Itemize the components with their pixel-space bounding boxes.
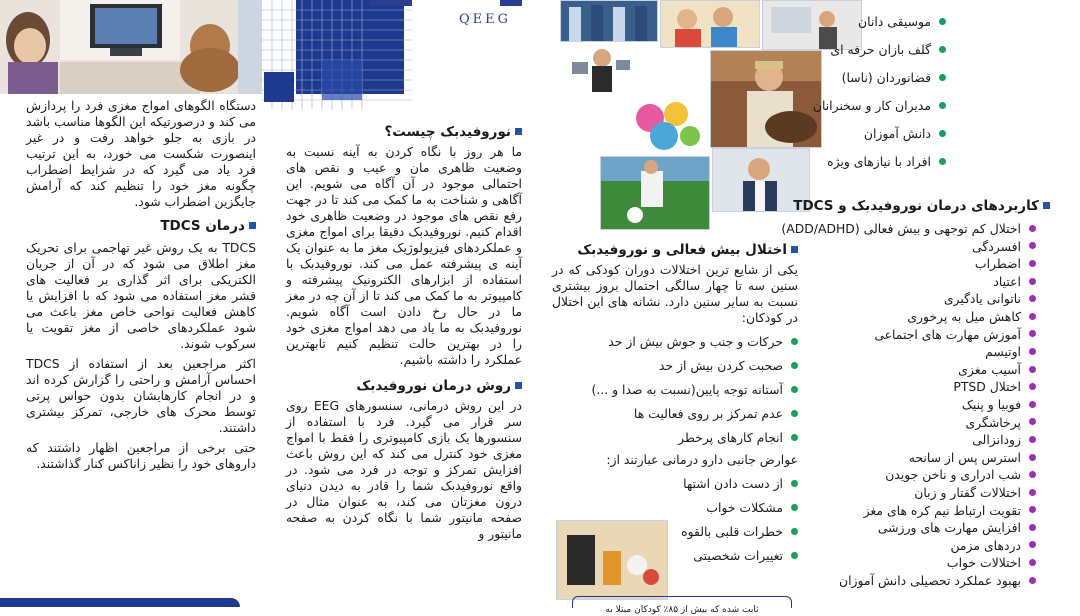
bullet-icon [1029, 330, 1036, 337]
adhd-heading-text: اختلال بیش فعالی و نوروفیدبک [577, 242, 787, 258]
symptom-item [552, 354, 798, 378]
application-item-label: افسردگی [972, 238, 1021, 254]
application-item-label: اختلال کم توجهی و بیش فعالی (ADD/ADHD) [781, 221, 1021, 236]
application-item-label: اختلالات خواب [946, 555, 1021, 571]
bullet-icon [1029, 454, 1036, 461]
column-left [26, 98, 256, 472]
brand-latin: QEEG [458, 12, 512, 27]
header-brand [455, 8, 515, 27]
application-item-label: ناتوانی یادگیری [943, 291, 1021, 307]
tdcs-heading [26, 218, 256, 234]
symptom-item [552, 330, 798, 354]
adhd-paragraph: یکی از شایع ترین اختلالات دوران کودکی که در سنین سه تا چهار سالگی احتمال بروز بیشتری نسبت به سایر سنین دارد. نشانه های این اختلال در کودکان: [552, 262, 798, 325]
collage-photo-athletes [560, 0, 658, 42]
adhd-heading [552, 242, 798, 258]
application-item-label: اختلال PTSD [953, 379, 1021, 395]
bullet-icon [939, 74, 946, 81]
method-paragraph: در این روش درمانی، سنسورهای EEG روی سر قرار می گیرد. فرد با استفاده از سنسورها یک بازی کامپیوتری را فقط با امواج مغزی خود کنترل می کند که این روش باعث افزایش تمرکز و توجه در فرد می شود. در واقع نوروفیدبک شما را قادر به دیدن دنیای درون مغزتان می کند، به عنوان مثال در صفحه مانیتور شما با نگاه کردن به صفحه مانیتور و [286, 398, 522, 541]
application-item-label: تقویت ارتباط نیم کره های مغز [863, 502, 1021, 518]
application-item [804, 537, 1036, 555]
audience-item [804, 120, 946, 148]
nf-heading [286, 124, 522, 140]
bullet-icon [1029, 471, 1036, 478]
application-item-label: دردهای مزمن [950, 537, 1021, 553]
method-heading [286, 378, 522, 394]
bottom-left-shape [0, 598, 240, 607]
medication-photo [556, 520, 668, 600]
application-item-label: اعتیاد [993, 273, 1021, 289]
application-item-label: زودانزالی [972, 432, 1021, 448]
audience-item-label: موسیقی دانان [858, 14, 931, 29]
application-item [804, 396, 1036, 414]
bullet-icon [1029, 295, 1036, 302]
tdcs-paragraph-3: حتی برخی از مراجعین اظهار داشتند که داروهای خود را نظیر زاناکس کنار گذاشتند. [26, 440, 256, 471]
column-middle [286, 124, 522, 542]
symptom-item [552, 378, 798, 402]
symptom-list [552, 330, 798, 450]
audience-item [804, 92, 946, 120]
bullet-icon [1029, 489, 1036, 496]
application-item-label: اضطراب [974, 256, 1021, 272]
bullet-icon [1029, 418, 1036, 425]
application-item-label: بهبود عملکرد تحصیلی دانش آموزان [839, 572, 1021, 588]
header-brand-mark [500, 0, 522, 6]
bullet-icon [939, 130, 946, 137]
bullet-icon [1029, 541, 1036, 548]
audience-item-label: گلف بازان حرفه ای [830, 42, 931, 57]
application-item-label: استرس پس از سانحه [908, 449, 1021, 465]
bullet-icon [791, 504, 798, 511]
application-item [804, 343, 1036, 361]
application-item [804, 449, 1036, 467]
nf-paragraph: ما هر روز با نگاه کردن به آینه نسبت به وضعیت ظاهری مان و عیب و نقص های احتمالی موجود در آن آگاه می شویم. این آگاهی و شناخت به ما کمک می کند تا در جهت رفع نقص های موجود در وضعیت ظاهری خود اقدام کنیم. نوروفیدبک دقیقا برای امواج مغزی و عملکردهای فیزیولوژیک مغز ما به عنوان یک آینه ی پیشرفته عمل می کند. نوروفیدبک با استفاده از ابزارهای الکترونیک پیشرفته و کامپیوتر به ما کمک می کند تا از آن چه در مغز ما در حال رخ دادن است آگاه شویم. نوروفیدبک به ما یاد می دهد امواج مغزی خود را در بهترین حالت تنظیم کنیم تابهترین عملکرد را داشته باشیم. [285, 144, 522, 367]
intro-paragraph: دستگاه الگوهای امواج مغزی فرد را پردازش می کند و درصورتیکه این الگوها مناسب باشد در بازی به جلو خواهد رفت و در غیر اینصورت شکست می خورد، به این ترتیب فرد یاد می گیرد که در شرایط اضطراب چگونه مغز خود را تنظیم کند که آرامش جایگزین اضطراب شود. [26, 98, 256, 209]
side-effect-item-label: از دست دادن اشتها [683, 476, 783, 491]
application-item [804, 326, 1036, 344]
application-item [804, 502, 1036, 520]
method-heading-text: روش درمان نوروفیدبک [356, 378, 511, 394]
application-item [804, 255, 1036, 273]
collage-photo-children [628, 96, 704, 154]
symptom-item [552, 426, 798, 450]
collage-photo-kids [660, 0, 760, 48]
bullet-icon [791, 338, 798, 345]
apps-heading [793, 198, 1050, 214]
application-item-label: شب ادراری و ناخن جویدن [885, 467, 1021, 483]
bullet-icon [1029, 348, 1036, 355]
side-effect-item-label: خطرات قلبی بالقوه [681, 524, 783, 539]
audience-item-label: دانش آموزان [863, 126, 931, 141]
bullet-icon [1029, 436, 1036, 443]
audience-item-label: مدیران کار و سخنرانان [812, 98, 931, 113]
tdcs-paragraph-1: TDCS به یک روش غیر تهاجمی برای تحریک مغز اطلاق می شود که در آن از جریان الکتریکی برای اثر گذاری بر فعالیت های قشر مغز استفاده می شود که با افزایش یا کاهش فعالیت نواحی خاص مغز باعث می شود عملکردهای خاصی از مغز تقویت یا سرکوب شوند. [26, 240, 256, 351]
audience-item [804, 148, 946, 176]
audience-item-label: فضانوردان (ناسا) [841, 70, 931, 85]
application-item [804, 414, 1036, 432]
kids-computer-photo [0, 0, 262, 94]
bullet-icon [1029, 225, 1036, 232]
application-item-label: پرخاشگری [965, 414, 1021, 430]
bullet-icon [1029, 524, 1036, 531]
application-item-label: اختلالات گفتار و زبان [914, 484, 1021, 500]
symptom-item-label: عدم تمرکز بر روی فعالیت ها [633, 406, 783, 421]
applications-list [781, 220, 1036, 589]
application-item [804, 466, 1036, 484]
application-item-label: آموزش مهارت های اجتماعی [874, 326, 1021, 342]
bullet-icon [939, 18, 946, 25]
side-effect-item-label: تغییرات شخصیتی [693, 548, 783, 563]
bullet-icon [791, 386, 798, 393]
bottom-note-box [572, 596, 792, 615]
symptom-item [552, 402, 798, 426]
bullet-icon [939, 102, 946, 109]
application-item [804, 290, 1036, 308]
application-item [804, 519, 1036, 537]
bullet-icon [939, 158, 946, 165]
application-item [804, 308, 1036, 326]
heading-square-icon [1043, 202, 1050, 209]
bullet-icon [1029, 577, 1036, 584]
symptom-item-label: حرکات و جنب و جوش بیش از حد [608, 334, 783, 349]
audience-item [804, 8, 946, 36]
bullet-icon [1029, 313, 1036, 320]
bullet-icon [1029, 366, 1036, 373]
bullet-icon [1029, 401, 1036, 408]
side-effect-item [552, 496, 798, 520]
application-item-label: افزایش مهارت های ورزشی [877, 520, 1021, 536]
header-brand-mark-2 [370, 0, 412, 6]
application-item-label: کاهش میل به پرخوری [907, 308, 1021, 324]
heading-square-icon [515, 128, 522, 135]
side-effects-intro: عوارض جانبی دارو درمانی عبارتند از: [606, 452, 798, 467]
symptom-item-label: آستانه توجه پایین(نسبت به صدا و ...) [591, 382, 783, 397]
audience-item [804, 36, 946, 64]
bullet-icon [1029, 383, 1036, 390]
nf-heading-text: نوروفیدبک چیست؟ [384, 124, 511, 140]
bottom-note-text: ثابت شده که بیش از ۸۵٪ کودکان مبتلا به [605, 605, 759, 615]
application-item [781, 220, 1036, 238]
bullet-icon [1029, 260, 1036, 267]
application-item [804, 431, 1036, 449]
bullet-icon [939, 46, 946, 53]
application-item [804, 572, 1036, 590]
bullet-icon [791, 410, 798, 417]
heading-square-icon [249, 222, 256, 229]
application-item [804, 378, 1036, 396]
bullet-icon [1029, 242, 1036, 249]
bullet-icon [791, 362, 798, 369]
collage-photo-soccer [600, 156, 710, 230]
application-item-label: فوبیا و پنیک [961, 396, 1021, 412]
bullet-icon [1029, 278, 1036, 285]
application-item [804, 554, 1036, 572]
bullet-icon [791, 552, 798, 559]
apps-heading-text: کاربردهای درمان نوروفیدبک و TDCS [793, 198, 1039, 214]
symptom-item-label: انجام کارهای پرخطر [678, 430, 783, 445]
bullet-icon [791, 480, 798, 487]
audience-item [804, 64, 946, 92]
side-effect-item-label: مشکلات خواب [706, 500, 783, 515]
application-item [804, 361, 1036, 379]
application-item-label: اوتیسم [985, 344, 1021, 360]
side-effect-item [552, 472, 798, 496]
application-item [804, 273, 1036, 291]
application-item [804, 238, 1036, 256]
audience-item-label: افراد با نیازهای ویژه [827, 154, 931, 169]
bullet-icon [791, 434, 798, 441]
collage-photo-businessman [566, 42, 636, 96]
bullet-icon [1029, 506, 1036, 513]
tdcs-paragraph-2: اکثر مراجعین بعد از استفاده از TDCS احساس آرامش و راحتی را گزارش کرده اند و در انجام کارهایشان بدون حواس پرتی توسط محرک های خارجی، تمرکز بیشتری داشتند. [26, 356, 256, 435]
application-item-label: آسیب مغزی [958, 361, 1021, 377]
bullet-icon [1029, 559, 1036, 566]
symptom-item-label: صحبت کردن بیش از حد [658, 358, 783, 373]
audience-list [804, 8, 946, 176]
column-far-right [781, 8, 1050, 589]
heading-square-icon [791, 246, 798, 253]
header-graphic [262, 0, 412, 110]
tdcs-heading-text: درمان TDCS [160, 218, 245, 234]
bullet-icon [791, 528, 798, 535]
application-item [804, 484, 1036, 502]
heading-square-icon [515, 382, 522, 389]
